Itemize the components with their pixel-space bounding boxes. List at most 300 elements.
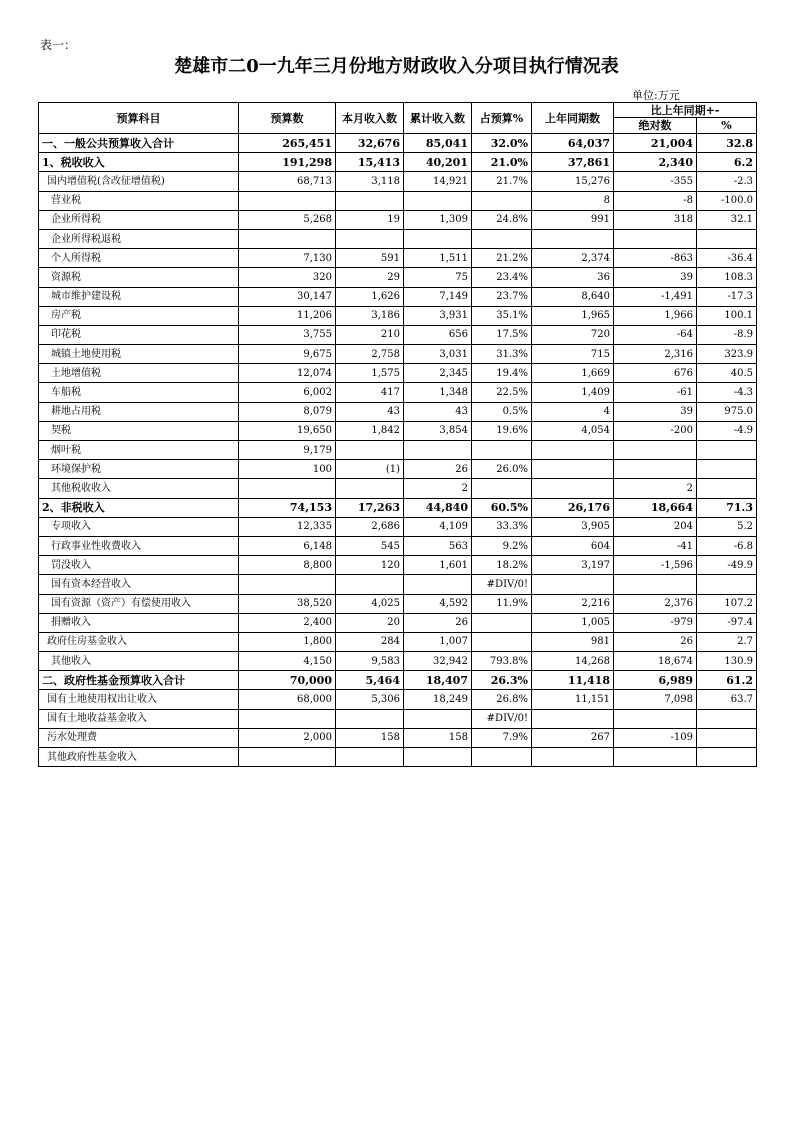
- cell-budget: 8,079: [239, 402, 336, 421]
- cell-cum: 26: [404, 460, 472, 479]
- cell-pct: 33.3%: [472, 517, 532, 536]
- cell-abs: 18,674: [614, 652, 697, 671]
- cell-cum: [404, 709, 472, 728]
- cell-abs: 6,989: [614, 671, 697, 690]
- cell-pct: 7.9%: [472, 728, 532, 747]
- cell-month: 1,842: [336, 421, 404, 440]
- table-row: [39, 498, 757, 517]
- cell-last: 2,374: [532, 249, 614, 268]
- cell-pct: #DIV/0!: [472, 575, 532, 594]
- cell-abs: 2,376: [614, 594, 697, 613]
- table-row: [39, 556, 757, 575]
- cell-last: 14,268: [532, 652, 614, 671]
- cell-per: 2.7: [697, 632, 757, 651]
- cell-pct: [472, 613, 532, 632]
- cell-abs: 21,004: [614, 134, 697, 153]
- cell-budget: [239, 748, 336, 767]
- cell-budget: 2,400: [239, 613, 336, 632]
- header-last-year: 上年同期数: [532, 103, 614, 134]
- cell-cum: 14,921: [404, 172, 472, 191]
- cell-cum: 2: [404, 479, 472, 498]
- row-subject: 其他政府性基金收入: [39, 748, 239, 767]
- cell-per: 975.0: [697, 402, 757, 421]
- cell-per: 108.3: [697, 268, 757, 287]
- row-subject: 城市维护建设税: [39, 287, 239, 306]
- header-percent: %: [697, 118, 757, 134]
- cell-month: 2,686: [336, 517, 404, 536]
- cell-budget: 9,675: [239, 345, 336, 364]
- cell-pct: [472, 229, 532, 248]
- cell-last: 8,640: [532, 287, 614, 306]
- cell-pct: 26.3%: [472, 671, 532, 690]
- cell-cum: 75: [404, 268, 472, 287]
- cell-month: 1,575: [336, 364, 404, 383]
- row-subject: 二、政府性基金预算收入合计: [39, 671, 239, 690]
- cell-month: 120: [336, 556, 404, 575]
- cell-month: 3,186: [336, 306, 404, 325]
- cell-pct: 19.6%: [472, 421, 532, 440]
- cell-abs: [614, 441, 697, 460]
- cell-pct: 22.5%: [472, 383, 532, 402]
- cell-per: [697, 460, 757, 479]
- header-month: 本月收入数: [336, 103, 404, 134]
- table-row: [39, 671, 757, 690]
- cell-pct: 0.5%: [472, 402, 532, 421]
- cell-abs: [614, 229, 697, 248]
- cell-cum: 3,031: [404, 345, 472, 364]
- row-subject: 土地增值税: [39, 364, 239, 383]
- cell-per: 32.8: [697, 134, 757, 153]
- cell-budget: 38,520: [239, 594, 336, 613]
- cell-per: 100.1: [697, 306, 757, 325]
- cell-cum: [404, 441, 472, 460]
- row-subject: 一、一般公共预算收入合计: [39, 134, 239, 153]
- row-subject: 契税: [39, 421, 239, 440]
- cell-pct: 31.3%: [472, 345, 532, 364]
- cell-month: 158: [336, 728, 404, 747]
- cell-pct: 35.1%: [472, 306, 532, 325]
- cell-budget: 191,298: [239, 153, 336, 172]
- cell-budget: 11,206: [239, 306, 336, 325]
- cell-abs: [614, 709, 697, 728]
- cell-month: 20: [336, 613, 404, 632]
- cell-budget: 68,000: [239, 690, 336, 709]
- cell-last: 3,197: [532, 556, 614, 575]
- cell-month: [336, 441, 404, 460]
- cell-abs: -41: [614, 536, 697, 555]
- cell-per: 40.5: [697, 364, 757, 383]
- table-row: [39, 383, 757, 402]
- cell-budget: 265,451: [239, 134, 336, 153]
- cell-cum: 7,149: [404, 287, 472, 306]
- cell-month: 15,413: [336, 153, 404, 172]
- table-row: [39, 191, 757, 210]
- table-row: [39, 709, 757, 728]
- table-body: [39, 134, 757, 767]
- cell-abs: -1,596: [614, 556, 697, 575]
- cell-cum: 3,931: [404, 306, 472, 325]
- table-row: [39, 441, 757, 460]
- row-subject: 国有土地使用权出让收入: [39, 690, 239, 709]
- row-subject: 印花税: [39, 325, 239, 344]
- cell-budget: [239, 709, 336, 728]
- cell-last: 1,965: [532, 306, 614, 325]
- cell-last: 3,905: [532, 517, 614, 536]
- cell-month: [336, 748, 404, 767]
- row-subject: 捐赠收入: [39, 613, 239, 632]
- row-subject: 车船税: [39, 383, 239, 402]
- cell-budget: 30,147: [239, 287, 336, 306]
- cell-abs: 39: [614, 402, 697, 421]
- header-budget: 预算数: [239, 103, 336, 134]
- cell-cum: 1,511: [404, 249, 472, 268]
- cell-abs: -200: [614, 421, 697, 440]
- cell-pct: 11.9%: [472, 594, 532, 613]
- table-row: [39, 690, 757, 709]
- cell-abs: [614, 748, 697, 767]
- cell-last: 1,005: [532, 613, 614, 632]
- cell-per: [697, 748, 757, 767]
- cell-last: 37,861: [532, 153, 614, 172]
- cell-month: [336, 575, 404, 594]
- cell-pct: 9.2%: [472, 536, 532, 555]
- cell-budget: 8,800: [239, 556, 336, 575]
- row-subject: 国有土地收益基金收入: [39, 709, 239, 728]
- cell-month: 5,306: [336, 690, 404, 709]
- cell-budget: 3,755: [239, 325, 336, 344]
- cell-per: 5.2: [697, 517, 757, 536]
- row-subject: 2、非税收入: [39, 498, 239, 517]
- unit-label: 单位:万元: [632, 89, 680, 102]
- cell-pct: #DIV/0!: [472, 709, 532, 728]
- cell-last: 267: [532, 728, 614, 747]
- table-row: [39, 652, 757, 671]
- table-row: [39, 229, 757, 248]
- cell-month: 43: [336, 402, 404, 421]
- table-row: [39, 402, 757, 421]
- cell-pct: 26.0%: [472, 460, 532, 479]
- header-pct-budget: 占预算%: [472, 103, 532, 134]
- row-subject: 烟叶税: [39, 441, 239, 460]
- cell-abs: -109: [614, 728, 697, 747]
- row-subject: 国有资本经营收入: [39, 575, 239, 594]
- cell-last: 64,037: [532, 134, 614, 153]
- cell-abs: 1,966: [614, 306, 697, 325]
- cell-abs: 39: [614, 268, 697, 287]
- table-row: [39, 287, 757, 306]
- cell-cum: 32,942: [404, 652, 472, 671]
- cell-budget: 12,335: [239, 517, 336, 536]
- table-row: [39, 364, 757, 383]
- cell-last: [532, 709, 614, 728]
- row-subject: 行政事业性收费收入: [39, 536, 239, 555]
- cell-budget: 19,650: [239, 421, 336, 440]
- cell-last: [532, 575, 614, 594]
- cell-last: [532, 479, 614, 498]
- table-row: [39, 249, 757, 268]
- cell-per: 71.3: [697, 498, 757, 517]
- cell-last: [532, 229, 614, 248]
- table-row: [39, 153, 757, 172]
- row-subject: 企业所得税: [39, 210, 239, 229]
- cell-pct: 23.4%: [472, 268, 532, 287]
- cell-cum: 85,041: [404, 134, 472, 153]
- cell-cum: 1,348: [404, 383, 472, 402]
- cell-budget: 12,074: [239, 364, 336, 383]
- table-row: [39, 613, 757, 632]
- cell-abs: 204: [614, 517, 697, 536]
- cell-last: [532, 460, 614, 479]
- cell-last: 4: [532, 402, 614, 421]
- cell-month: [336, 229, 404, 248]
- cell-abs: -863: [614, 249, 697, 268]
- cell-month: 284: [336, 632, 404, 651]
- cell-last: [532, 441, 614, 460]
- table-row: [39, 517, 757, 536]
- cell-pct: 19.4%: [472, 364, 532, 383]
- cell-pct: 17.5%: [472, 325, 532, 344]
- row-subject: 耕地占用税: [39, 402, 239, 421]
- cell-month: 2,758: [336, 345, 404, 364]
- cell-last: 720: [532, 325, 614, 344]
- cell-month: 210: [336, 325, 404, 344]
- cell-pct: [472, 479, 532, 498]
- cell-abs: 7,098: [614, 690, 697, 709]
- row-subject: 污水处理费: [39, 728, 239, 747]
- cell-abs: [614, 460, 697, 479]
- cell-abs: 2,340: [614, 153, 697, 172]
- cell-last: 15,276: [532, 172, 614, 191]
- table-row: [39, 345, 757, 364]
- cell-per: [697, 441, 757, 460]
- cell-budget: 2,000: [239, 728, 336, 747]
- cell-abs: -355: [614, 172, 697, 191]
- cell-abs: -979: [614, 613, 697, 632]
- cell-month: 591: [336, 249, 404, 268]
- cell-per: [697, 479, 757, 498]
- cell-budget: 7,130: [239, 249, 336, 268]
- cell-month: 17,263: [336, 498, 404, 517]
- row-subject: 企业所得税退税: [39, 229, 239, 248]
- cell-last: 2,216: [532, 594, 614, 613]
- row-subject: 房产税: [39, 306, 239, 325]
- cell-abs: -1,491: [614, 287, 697, 306]
- cell-abs: 676: [614, 364, 697, 383]
- cell-pct: [472, 748, 532, 767]
- table-row: [39, 268, 757, 287]
- cell-budget: 6,148: [239, 536, 336, 555]
- table-row: [39, 210, 757, 229]
- cell-last: 991: [532, 210, 614, 229]
- row-subject: 1、税收收入: [39, 153, 239, 172]
- table-row: [39, 536, 757, 555]
- table-row: [39, 306, 757, 325]
- cell-pct: 26.8%: [472, 690, 532, 709]
- cell-per: -97.4: [697, 613, 757, 632]
- cell-abs: -8: [614, 191, 697, 210]
- cell-cum: 656: [404, 325, 472, 344]
- page-title: 楚雄市二0一九年三月份地方财政收入分项目执行情况表: [174, 56, 619, 77]
- cell-per: [697, 229, 757, 248]
- cell-pct: 21.2%: [472, 249, 532, 268]
- cell-budget: [239, 191, 336, 210]
- cell-budget: 70,000: [239, 671, 336, 690]
- cell-pct: 24.8%: [472, 210, 532, 229]
- cell-per: -2.3: [697, 172, 757, 191]
- cell-cum: 44,840: [404, 498, 472, 517]
- cell-pct: 21.7%: [472, 172, 532, 191]
- table-row: [39, 172, 757, 191]
- cell-budget: 5,268: [239, 210, 336, 229]
- header-cumulative: 累计收入数: [404, 103, 472, 134]
- table-row: [39, 134, 757, 153]
- cell-cum: [404, 191, 472, 210]
- cell-abs: 318: [614, 210, 697, 229]
- cell-abs: 26: [614, 632, 697, 651]
- cell-last: 36: [532, 268, 614, 287]
- cell-per: [697, 728, 757, 747]
- cell-abs: 2,316: [614, 345, 697, 364]
- cell-budget: 1,800: [239, 632, 336, 651]
- cell-budget: 6,002: [239, 383, 336, 402]
- cell-month: 3,118: [336, 172, 404, 191]
- cell-cum: 2,345: [404, 364, 472, 383]
- cell-last: [532, 748, 614, 767]
- cell-cum: [404, 575, 472, 594]
- cell-pct: 32.0%: [472, 134, 532, 153]
- cell-per: -8.9: [697, 325, 757, 344]
- cell-cum: 158: [404, 728, 472, 747]
- cell-last: 26,176: [532, 498, 614, 517]
- table-row: [39, 325, 757, 344]
- cell-cum: 563: [404, 536, 472, 555]
- cell-last: 981: [532, 632, 614, 651]
- cell-cum: 4,592: [404, 594, 472, 613]
- cell-cum: 3,854: [404, 421, 472, 440]
- row-subject: 政府住房基金收入: [39, 632, 239, 651]
- row-subject: 资源税: [39, 268, 239, 287]
- row-subject: 其他税收收入: [39, 479, 239, 498]
- cell-month: 29: [336, 268, 404, 287]
- table-row: [39, 460, 757, 479]
- cell-budget: [239, 479, 336, 498]
- cell-budget: 100: [239, 460, 336, 479]
- cell-cum: 18,407: [404, 671, 472, 690]
- cell-cum: 40,201: [404, 153, 472, 172]
- cell-month: 417: [336, 383, 404, 402]
- cell-last: 11,418: [532, 671, 614, 690]
- cell-per: 32.1: [697, 210, 757, 229]
- cell-abs: 18,664: [614, 498, 697, 517]
- cell-per: 130.9: [697, 652, 757, 671]
- cell-per: -17.3: [697, 287, 757, 306]
- cell-per: -36.4: [697, 249, 757, 268]
- cell-pct: 18.2%: [472, 556, 532, 575]
- row-subject: 个人所得税: [39, 249, 239, 268]
- cell-pct: 793.8%: [472, 652, 532, 671]
- cell-month: 545: [336, 536, 404, 555]
- cell-per: 107.2: [697, 594, 757, 613]
- cell-abs: -64: [614, 325, 697, 344]
- cell-budget: [239, 575, 336, 594]
- cell-abs: [614, 575, 697, 594]
- cell-cum: 4,109: [404, 517, 472, 536]
- cell-per: -4.9: [697, 421, 757, 440]
- cell-last: 8: [532, 191, 614, 210]
- cell-per: 63.7: [697, 690, 757, 709]
- cell-month: [336, 709, 404, 728]
- row-subject: 国内增值税(含改征增值税): [39, 172, 239, 191]
- cell-budget: [239, 229, 336, 248]
- cell-last: 11,151: [532, 690, 614, 709]
- cell-month: [336, 479, 404, 498]
- cell-pct: [472, 441, 532, 460]
- table-row: [39, 575, 757, 594]
- cell-cum: 1,007: [404, 632, 472, 651]
- table-label: 表一：: [40, 38, 77, 52]
- table-row: [39, 632, 757, 651]
- table-row: [39, 728, 757, 747]
- row-subject: 环境保护税: [39, 460, 239, 479]
- cell-last: 715: [532, 345, 614, 364]
- cell-month: 9,583: [336, 652, 404, 671]
- cell-cum: 43: [404, 402, 472, 421]
- cell-cum: [404, 748, 472, 767]
- cell-per: 323.9: [697, 345, 757, 364]
- cell-pct: [472, 632, 532, 651]
- cell-per: -100.0: [697, 191, 757, 210]
- cell-month: 19: [336, 210, 404, 229]
- cell-month: (1): [336, 460, 404, 479]
- cell-pct: 23.7%: [472, 287, 532, 306]
- revenue-table: [38, 102, 757, 767]
- cell-month: 5,464: [336, 671, 404, 690]
- row-subject: 罚没收入: [39, 556, 239, 575]
- cell-per: -49.9: [697, 556, 757, 575]
- cell-last: 1,409: [532, 383, 614, 402]
- cell-last: 604: [532, 536, 614, 555]
- cell-budget: 4,150: [239, 652, 336, 671]
- cell-cum: 1,309: [404, 210, 472, 229]
- cell-budget: 9,179: [239, 441, 336, 460]
- row-subject: 国有资源（资产）有偿使用收入: [39, 594, 239, 613]
- cell-per: -4.3: [697, 383, 757, 402]
- header-subject: 预算科目: [39, 103, 239, 134]
- table-row: [39, 594, 757, 613]
- cell-abs: -61: [614, 383, 697, 402]
- cell-per: 6.2: [697, 153, 757, 172]
- cell-budget: 320: [239, 268, 336, 287]
- cell-per: [697, 709, 757, 728]
- cell-budget: 68,713: [239, 172, 336, 191]
- cell-per: -6.8: [697, 536, 757, 555]
- cell-cum: 1,601: [404, 556, 472, 575]
- cell-cum: 26: [404, 613, 472, 632]
- header-compare: 比上年同期+-: [614, 103, 757, 118]
- header-absolute: 绝对数: [614, 118, 697, 134]
- cell-budget: 74,153: [239, 498, 336, 517]
- table-row: [39, 479, 757, 498]
- cell-month: [336, 191, 404, 210]
- cell-cum: 18,249: [404, 690, 472, 709]
- row-subject: 营业税: [39, 191, 239, 210]
- cell-per: 61.2: [697, 671, 757, 690]
- cell-pct: [472, 191, 532, 210]
- cell-month: 1,626: [336, 287, 404, 306]
- table-row: [39, 748, 757, 767]
- cell-last: 4,054: [532, 421, 614, 440]
- row-subject: 专项收入: [39, 517, 239, 536]
